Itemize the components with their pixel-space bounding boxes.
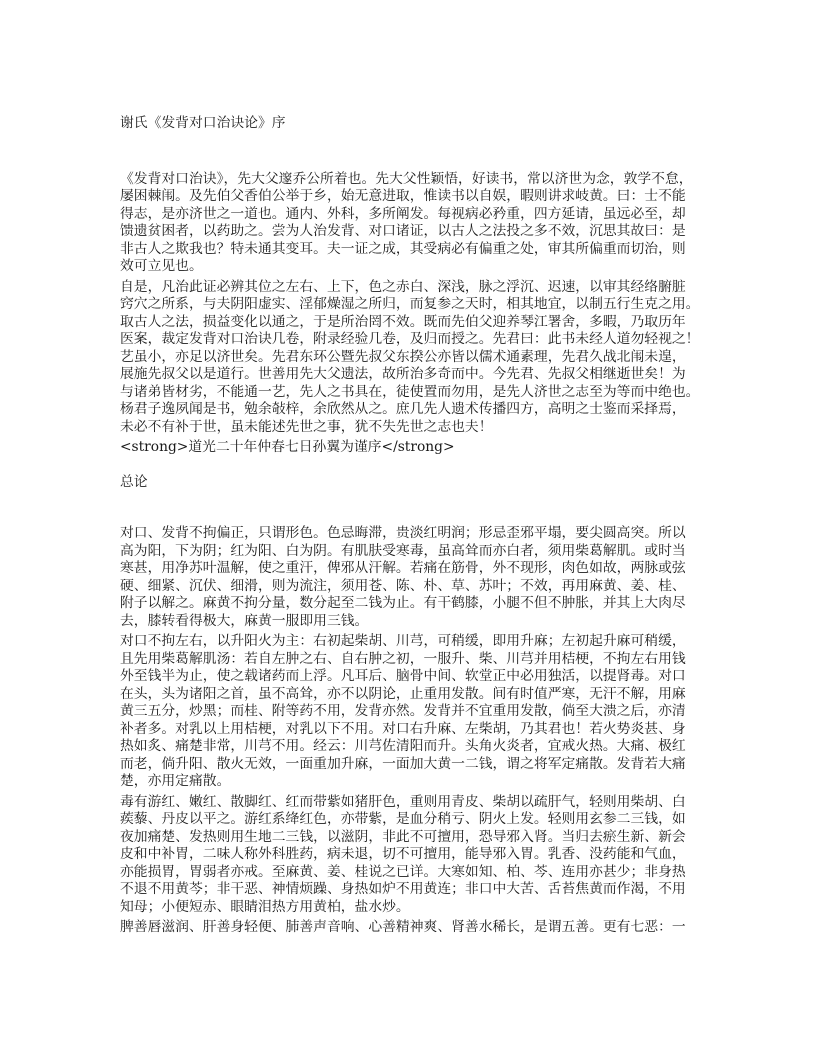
text-line: 杨君子逸夙闻是书，勉余敧梓，余欣然从之。庶几先人遗术传播四方，高明之士鉴而采择焉， (120, 401, 686, 417)
text-line: 皮和中补胃，二味人称外科胜药，病未退，切不可擅用，能导邪入胃。乳香、没药能和气血， (120, 846, 686, 862)
text-line: 屡困棘闱。及先伯父香伯公举于乡，始无意进取，惟读书以自娱，暇则讲求岐黄。曰：士不能 (120, 188, 686, 204)
text-line: 亦能损胃，胃弱者亦戒。至麻黄、姜、桂说之已详。大寒如知、柏、芩、连用亦甚少；非身热 (120, 863, 686, 880)
paragraph (120, 279, 710, 437)
text-line: 去，膝转看得极大，麻黄一服即用三钱。 (120, 612, 369, 629)
text-line: 对口不拘左右，以升阳火为主：右初起柴胡、川芎，可稍缓，即用升麻；左初起升麻可稍缓， (120, 633, 686, 649)
paragraph (120, 794, 710, 917)
text-line: 得志，是亦济世之一道也。通内、外科，多所阐发。每视病必矜重，四方延请，虽远必至，却 (120, 205, 686, 222)
text-line: 展施先叔父以是道行。世善用先大父遗法，故所治多奇而中。今先君、先叔父相继逝世矣！为 (120, 366, 686, 382)
text-line: 馈遗贫困者，以药助之。尝为人治发背、对口诸证，以古人之法投之多不效，沉思其故曰：是 (120, 223, 686, 239)
text-line: 外至钱半为止，使之载诸药而上浮。凡耳后、脑骨中间、软堂正中必用独活，以提肾毒。对口 (120, 668, 686, 684)
text-line: 寒甚，用净苏叶温解，使之重汗，俾邪从汗解。若痛在筋骨，外不现形，肉色如故，两脉或弦 (120, 560, 686, 576)
preface-signature: <strong>道光二十年仲春七日孙翼为谨序</strong> (120, 439, 455, 455)
text-line: 对口、发背不拘偏正，只谓形色。色忌晦滞，贵淡红明润；形忌歪邪平塌，要尖圆高突。所以 (120, 525, 686, 541)
text-line: 蒺藜、丹皮以平之。游红系绛红色，亦带紫，是血分稍亏、阴火上发。轻则用玄参二三钱，如 (120, 811, 686, 827)
text-line: 且先用柴葛解肌汤：若自左肿之右、自右肿之初，一服升、柴、川芎并用桔梗，不拘左右用钱 (120, 650, 686, 667)
text-line: 知母；小便短赤、眼睛泪热方用黄柏，盐水炒。 (120, 898, 410, 915)
text-line: 高为阳，下为阴；红为阳、白为阴。有肌肤受寒毒，虽高耸而亦白者，须用柴葛解肌。或时当 (120, 542, 686, 559)
text-line: 楚，亦用定痛散。 (120, 773, 231, 789)
text-line: 不退不用黄芩；非干恶、神情烦躁、身热如炉不用黄连；非口中大苦、舌苔焦黄而作渴，不用 (120, 881, 686, 897)
text-line: 夜加痛楚、发热则用生地二三钱，以滋阴，非此不可擅用，恐导邪入肾。当归去瘀生新、新会 (120, 828, 686, 845)
general-body (120, 525, 710, 937)
text-line: 《发背对口治诀》，先大父邃乔公所着也。先大父性颖悟，好读书，常以济世为念，敦学不怠， (120, 170, 693, 187)
section-title-general: 总论 (120, 474, 148, 490)
text-line: 在头，头为诸阳之首，虽不高耸，亦不以阴论，止重用发散。间有时值严寒，无汗不解，用麻 (120, 685, 686, 702)
text-line: 自是，凡治此证必辨其位之左右、上下，色之赤白、深浅，脉之浮沉、迟速，以审其经络腑脏 (120, 278, 686, 295)
text-line: 效可立见也。 (120, 258, 203, 274)
text-line: 脾善唇滋润、肝善身轻便、肺善声音响、心善精神爽、肾善水稀长，是谓五善。更有七恶：一 (120, 919, 686, 935)
text-line: 硬、细紧、沉伏、细滑，则为流注，须用苍、陈、朴、草、苏叶；不效，再用麻黄、姜、桂、 (120, 577, 686, 594)
text-line: 取古人之法，损益变化以通之，于是所治罔不效。既而先伯父迎养琴江署舍，多暇，乃取历年 (120, 313, 686, 330)
text-line: 非古人之欺我也？特未通其变耳。夫一证之成，其受病必有偏重之处，审其所偏重而切治，则 (120, 240, 686, 257)
paragraph (120, 171, 710, 276)
text-line: 附子以解之。麻黄不拘分量，数分起至二钱为止。有干鹤膝，小腿不但不肿胀，并其上大肉尽 (120, 595, 686, 611)
paragraph (120, 919, 710, 937)
preface-title: 谢氏《发背对口治诀论》序 (120, 115, 286, 131)
paragraph (120, 633, 710, 791)
text-line: 与诸弟皆材劣，不能通一艺，先人之书具在，徒使置而勿用，是先人济世之志至为等而中绝也。 (120, 383, 700, 400)
text-line: 艺虽小，亦足以济世矣。先君东环公暨先叔父东揆公亦皆以儒术通素理，先君久战北闱未遑， (120, 348, 686, 365)
text-line: 而老，倘升阳、散火无效，一面重加升麻，一面加大黄一二钱，谓之将军定痛散。发背若大痛 (120, 755, 686, 772)
text-line: 黄三五分，炒黑；而桂、附等药不用，发背亦然。发背并不宜重用发散，倘至大溃之后，亦清 (120, 703, 686, 719)
text-line: 热如炙、痛楚非常，川芎不用。经云：川芎佐清阳而升。头角火炎者，宜戒火热。大痛、极红 (120, 738, 686, 754)
preface-body (120, 171, 710, 437)
document-page (120, 115, 710, 940)
text-line: 毒有游红、嫩红、散脚红、红而带紫如猪肝色，重则用青皮、柴胡以疏肝气，轻则用柴胡、白 (120, 793, 686, 810)
text-line: 未必不有补于世，虽未能述先世之事，犹不失先世之志也夫！ (120, 418, 493, 435)
text-line: 医案，裁定发背对口治诀几卷，附录经验几卷，及归而授之。先君曰：此书未经人道勿轻视之！ (120, 331, 700, 347)
text-line: 补者多。对乳以上用桔梗，对乳以下不用。对口右升麻、左柴胡，乃其君也！若火势炎甚、身 (120, 720, 686, 737)
paragraph (120, 525, 710, 630)
text-line: 窍穴之所系，与夫阴阳虚实、淫郁燥湿之所归，而复参之天时，相其地宜，以制五行生克之用。 (120, 296, 700, 312)
